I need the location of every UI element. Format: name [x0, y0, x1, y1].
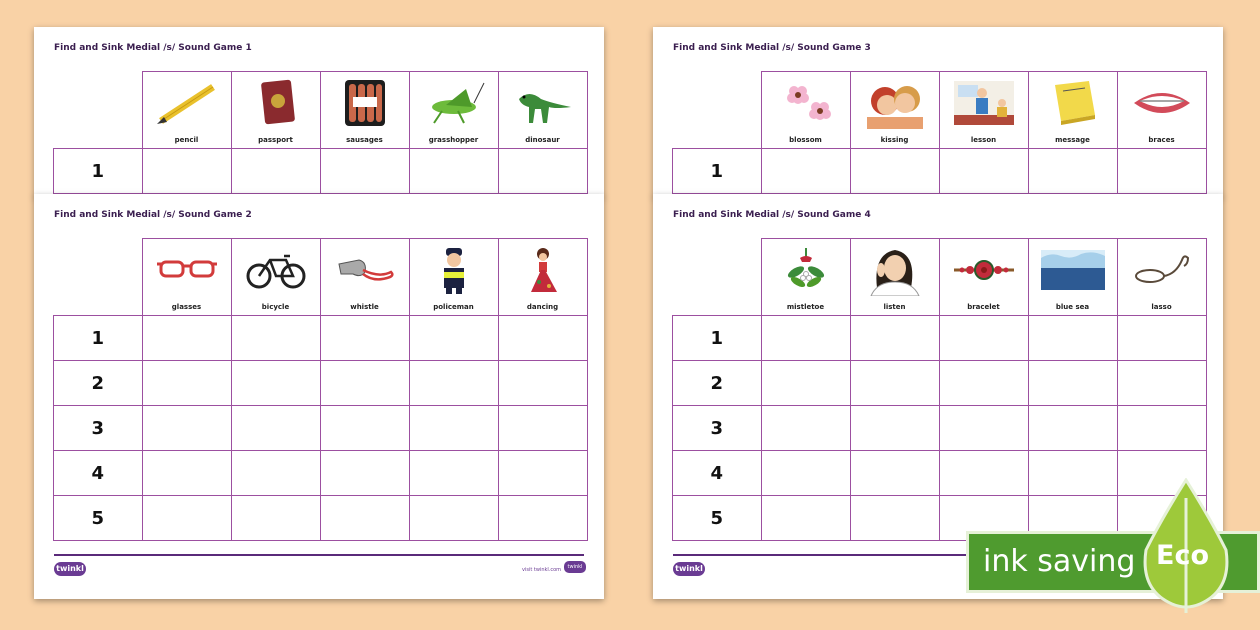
grid-cell[interactable]: [498, 316, 587, 361]
picture-cell[interactable]: [409, 239, 498, 316]
word-label: kissing: [880, 136, 909, 144]
grid-cell[interactable]: [761, 451, 850, 496]
grid-cell[interactable]: [1117, 149, 1206, 194]
whistle-icon: [333, 244, 397, 296]
picture-cell[interactable]: [231, 239, 320, 316]
grid-cell[interactable]: [142, 451, 231, 496]
grasshopper-icon: [422, 77, 486, 129]
grid-cell[interactable]: [142, 361, 231, 406]
picture-cell[interactable]: [939, 239, 1028, 316]
worksheet-game-2: [34, 194, 604, 599]
word-label: blue sea: [1055, 303, 1090, 311]
grid-cell[interactable]: [850, 316, 939, 361]
picture-cell[interactable]: [498, 239, 587, 316]
mistletoe-icon: [774, 244, 838, 296]
picture-cell[interactable]: [939, 72, 1028, 149]
grid-cell[interactable]: [1028, 451, 1117, 496]
worksheet-game-1: [34, 27, 604, 197]
row-number: 1: [673, 316, 762, 361]
worksheet-title: Find and Sink Medial /s/ Sound Game 4: [673, 210, 871, 220]
grid-cell[interactable]: [409, 149, 498, 194]
grid-cell[interactable]: [761, 496, 850, 541]
grid-cell[interactable]: [409, 406, 498, 451]
word-label: lasso: [1151, 303, 1172, 311]
grid-cell[interactable]: [939, 451, 1028, 496]
passport-icon: [244, 77, 308, 129]
grid-cell[interactable]: [231, 361, 320, 406]
lasso-icon: [1130, 244, 1194, 296]
dancing-icon: [511, 244, 575, 296]
bicycle-icon: [244, 244, 308, 296]
grid-cell[interactable]: [939, 361, 1028, 406]
grid-cell[interactable]: [761, 316, 850, 361]
grid-cell[interactable]: [409, 451, 498, 496]
grid-cell[interactable]: [850, 406, 939, 451]
grid-cell[interactable]: [231, 316, 320, 361]
grid-cell[interactable]: [320, 316, 409, 361]
picture-cell[interactable]: [1117, 72, 1206, 149]
grid-cell[interactable]: [939, 149, 1028, 194]
grid-cell[interactable]: [850, 451, 939, 496]
word-label: passport: [258, 136, 293, 144]
grid-cell[interactable]: [231, 496, 320, 541]
row-number: 4: [54, 451, 143, 496]
pencil-icon: [155, 77, 219, 129]
grid-cell[interactable]: [498, 149, 587, 194]
grid-cell[interactable]: [231, 451, 320, 496]
grid-cell[interactable]: [850, 496, 939, 541]
picture-cell[interactable]: [320, 239, 409, 316]
row-number: 4: [673, 451, 762, 496]
grid-cell[interactable]: [1028, 406, 1117, 451]
grid-cell[interactable]: [1028, 361, 1117, 406]
worksheet-game-3: [653, 27, 1223, 197]
row-number: 5: [673, 496, 762, 541]
picture-cell[interactable]: [1117, 239, 1206, 316]
visit-link[interactable]: visit twinkl.com: [522, 567, 562, 573]
grid-cell[interactable]: [142, 496, 231, 541]
picture-cell[interactable]: [761, 239, 850, 316]
word-label: glasses: [171, 303, 202, 311]
blossom-icon: [774, 77, 838, 129]
footer-divider: [54, 554, 584, 556]
word-label: pencil: [174, 136, 199, 144]
word-label: grasshopper: [428, 136, 479, 144]
grid-cell[interactable]: [320, 451, 409, 496]
worksheet-title: Find and Sink Medial /s/ Sound Game 3: [673, 43, 871, 53]
word-label: bracelet: [967, 303, 1000, 311]
grid-cell[interactable]: [1028, 316, 1117, 361]
grid-cell[interactable]: [498, 496, 587, 541]
ink-saving-label: ink saving: [983, 544, 1136, 579]
grid-cell[interactable]: [231, 406, 320, 451]
picture-cell[interactable]: [142, 239, 231, 316]
row-number: 3: [673, 406, 762, 451]
picture-cell[interactable]: [761, 72, 850, 149]
picture-cell[interactable]: [1028, 239, 1117, 316]
grid-cell[interactable]: [320, 406, 409, 451]
word-label: listen: [883, 303, 906, 311]
twinkl-mini-logo: twinkl: [564, 561, 586, 573]
word-label: blossom: [789, 136, 822, 144]
grid-cell[interactable]: [850, 361, 939, 406]
word-label: message: [1055, 136, 1090, 144]
kissing-icon: [863, 77, 927, 129]
grid-cell[interactable]: [1028, 149, 1117, 194]
grid-cell[interactable]: [142, 406, 231, 451]
worksheet-title: Find and Sink Medial /s/ Sound Game 2: [54, 210, 252, 220]
grid-cell[interactable]: [1117, 406, 1206, 451]
picture-cell[interactable]: [142, 72, 231, 149]
row-number: 3: [54, 406, 143, 451]
grid-cell[interactable]: [498, 406, 587, 451]
grid-cell[interactable]: [1117, 316, 1206, 361]
word-label: dinosaur: [525, 136, 560, 144]
glasses-icon: [155, 244, 219, 296]
picture-cell[interactable]: [850, 239, 939, 316]
braces-icon: [1130, 77, 1194, 129]
grid-cell[interactable]: [409, 316, 498, 361]
grid-cell[interactable]: [761, 149, 850, 194]
dinosaur-icon: [511, 77, 575, 129]
sausages-icon: [333, 77, 397, 129]
grid-cell[interactable]: [231, 149, 320, 194]
picture-cell[interactable]: [850, 72, 939, 149]
eco-label: Eco: [1156, 540, 1209, 571]
row-number: 2: [54, 361, 143, 406]
grid-cell[interactable]: [761, 361, 850, 406]
row-number: 2: [673, 361, 762, 406]
grid-cell[interactable]: [320, 361, 409, 406]
grid-cell[interactable]: [1117, 361, 1206, 406]
row-number: 5: [54, 496, 143, 541]
word-label: whistle: [350, 303, 379, 311]
grid-cell[interactable]: [761, 406, 850, 451]
grid-cell[interactable]: [320, 149, 409, 194]
word-label: lesson: [970, 136, 997, 144]
grid-cell[interactable]: [498, 361, 587, 406]
worksheet-title: Find and Sink Medial /s/ Sound Game 1: [54, 43, 252, 53]
word-label: sausages: [346, 136, 383, 144]
grid-cell[interactable]: [498, 451, 587, 496]
blue-sea-icon: [1041, 244, 1105, 296]
policeman-icon: [422, 244, 486, 296]
picture-cell[interactable]: [231, 72, 320, 149]
grid-cell[interactable]: [409, 496, 498, 541]
word-label: bicycle: [261, 303, 290, 311]
row-number: 1: [54, 149, 143, 194]
word-label: braces: [1148, 136, 1175, 144]
word-label: policeman: [433, 303, 474, 311]
grid-cell[interactable]: [409, 361, 498, 406]
twinkl-logo: twinkl: [54, 562, 86, 576]
listen-icon: [863, 244, 927, 296]
grid-cell[interactable]: [939, 406, 1028, 451]
grid-cell[interactable]: [939, 316, 1028, 361]
grid-cell[interactable]: [320, 496, 409, 541]
message-icon: [1041, 77, 1105, 129]
row-number: 1: [673, 149, 762, 194]
grid-cell[interactable]: [142, 316, 231, 361]
row-number: 1: [54, 316, 143, 361]
picture-cell[interactable]: [320, 72, 409, 149]
grid-cell[interactable]: [142, 149, 231, 194]
twinkl-logo: twinkl: [673, 562, 705, 576]
word-label: dancing: [526, 303, 559, 311]
word-label: mistletoe: [786, 303, 825, 311]
picture-cell[interactable]: [409, 72, 498, 149]
picture-cell[interactable]: [1028, 72, 1117, 149]
picture-cell[interactable]: [498, 72, 587, 149]
lesson-icon: [952, 77, 1016, 129]
bracelet-icon: [952, 244, 1016, 296]
grid-cell[interactable]: [850, 149, 939, 194]
